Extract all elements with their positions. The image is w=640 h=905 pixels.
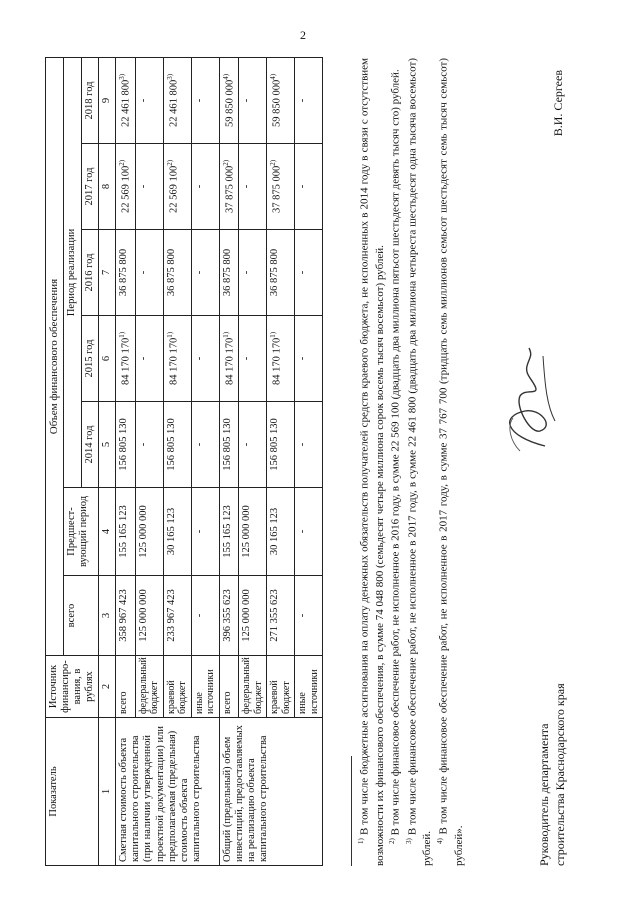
footnote xyxy=(436,58,466,866)
year-2016-cell: - xyxy=(135,230,163,316)
year-2014-cell: 156 805 130 xyxy=(267,402,295,488)
year-2014-cell: - xyxy=(191,402,219,488)
signatory-position: Руководитель департамента строительства Краснодарского края xyxy=(537,683,567,866)
footnote xyxy=(357,58,387,866)
source-cell: федеральный бюджет xyxy=(239,656,267,718)
year-2017-cell: - xyxy=(191,144,219,230)
footnote-mark: 1) xyxy=(357,838,365,844)
period-header: Период реализации xyxy=(63,57,82,487)
total-cell: 125 000 000 xyxy=(135,576,163,656)
footnote-ref: 1) xyxy=(221,331,230,338)
year-2016-cell: 36 875 800 xyxy=(267,230,295,316)
source-cell: краевой бюджет xyxy=(267,656,295,718)
footnote-mark: 2) xyxy=(388,838,397,844)
prior-cell: 125 000 000 xyxy=(239,488,267,576)
footnote xyxy=(388,58,404,866)
footnote-ref: 1) xyxy=(118,331,127,338)
column-number: 3 xyxy=(99,576,116,656)
year-2015-cell: - xyxy=(191,316,219,402)
total-cell: - xyxy=(191,576,219,656)
year-2016-cell: 36 875 800 xyxy=(219,230,239,316)
source-cell: иные источники xyxy=(191,656,219,718)
indicator-cell: Общий (предельный) объем инвестиций, предоставляемых на реализацию объекта капитального строительства xyxy=(219,718,323,866)
source-cell: краевой бюджет xyxy=(163,656,191,718)
year-2018-cell: 59 850 000$^{4)}$ xyxy=(219,57,239,143)
year-2018-cell: - xyxy=(135,57,163,143)
column-number: 4 xyxy=(99,488,116,576)
year-2017-cell: - xyxy=(295,144,323,230)
column-number: 1 xyxy=(99,718,116,866)
column-number: 7 xyxy=(99,230,116,316)
footnote-ref: 1) xyxy=(269,331,278,338)
footnote-text: В том числе финансовое обеспечение работ, не исполненное в 2017 году, в сумме 22 461 800 (двадцать два миллиона четыреста шестьдесят одна тысяча восемьсот) рублей. xyxy=(406,58,434,866)
year-2018-cell: 22 461 800$^{3)}$ xyxy=(163,57,191,143)
prior-cell: 155 165 123 xyxy=(116,488,136,576)
year-2015-cell: 84 170 170$^{1)}$ xyxy=(219,316,239,402)
footnote-divider xyxy=(351,756,352,866)
total-cell: 233 967 423 xyxy=(163,576,191,656)
year-2016-cell: - xyxy=(191,230,219,316)
year-2016-cell: - xyxy=(239,230,267,316)
year-2015-cell: - xyxy=(295,316,323,402)
column-number: 6 xyxy=(99,316,116,402)
year-2017-cell: 37 875 000$^{2)}$ xyxy=(267,144,295,230)
year-2018-cell: - xyxy=(295,57,323,143)
prior-cell: 155 165 123 xyxy=(219,488,239,576)
year-2014-cell: 156 805 130 xyxy=(116,402,136,488)
footnote xyxy=(405,58,435,866)
signature-block xyxy=(515,58,585,866)
signatory-name: В.И. Сергеев xyxy=(551,70,565,137)
source-cell: всего xyxy=(219,656,239,718)
prior-cell: - xyxy=(295,488,323,576)
year-2018-cell: - xyxy=(239,57,267,143)
footnote-ref: 3) xyxy=(118,73,127,80)
year-2018-cell: 59 850 000$^{4)}$ xyxy=(267,57,295,143)
year-2014-cell: - xyxy=(135,402,163,488)
year-2016-cell: 36 875 800 xyxy=(163,230,191,316)
footnote-ref: 2) xyxy=(269,159,278,166)
prior-cell: 30 165 123 xyxy=(163,488,191,576)
year-2014-cell: 156 805 130 xyxy=(163,402,191,488)
year-2018-cell: 22 461 800$^{3)}$ xyxy=(116,57,136,143)
footnotes xyxy=(357,58,468,866)
indicator-header: Показатель xyxy=(46,718,99,866)
source-cell: федеральный бюджет xyxy=(135,656,163,718)
footnote-ref: 4) xyxy=(221,73,230,80)
rotated-page-content xyxy=(35,36,615,876)
year-2014-cell: - xyxy=(295,402,323,488)
page-number: 2 xyxy=(300,28,306,42)
prior-cell: - xyxy=(191,488,219,576)
year-header: 2018 год xyxy=(82,57,99,143)
source-header: Источник финансиро-вания, в рублях xyxy=(46,656,99,718)
footnote-mark: 4) xyxy=(436,838,445,844)
year-2017-cell: 22 569 100$^{2)}$ xyxy=(163,144,191,230)
column-number: 5 xyxy=(99,402,116,488)
total-cell: 358 967 423 xyxy=(116,576,136,656)
indicator-cell: Сметная стоимость объекта капитального строительства (при наличии утвержденной проектной документации) или предполагаемая (предельная) стоимость объекта капитального строительства xyxy=(116,718,220,866)
year-2016-cell: 36 875 800 xyxy=(116,230,136,316)
year-2017-cell: 22 569 100$^{2)}$ xyxy=(116,144,136,230)
footnote-text: В том числе финансовое обеспечение работ, не исполненное в 2016 году, в сумме 22 569 100 (двадцать два миллиона пятьсот шестьдесят девять тысяч сто) рублей. xyxy=(390,69,402,836)
year-2015-cell: 84 170 170$^{1)}$ xyxy=(116,316,136,402)
footnote-ref: 2) xyxy=(118,159,127,166)
footnote-ref: 4) xyxy=(269,73,278,80)
year-2015-cell: - xyxy=(135,316,163,402)
year-header: 2017 год xyxy=(82,144,99,230)
footnote-text: В том числе финансовое обеспечение работ, не исполненное в 2017 году, в сумме 37 767 700 (тридцать семь миллионов семьсот шестьдесят семь тысяч семьсот) рублей». xyxy=(437,58,465,866)
table-row xyxy=(116,57,136,865)
source-cell: всего xyxy=(116,656,136,718)
column-number: 2 xyxy=(99,656,116,718)
year-header: 2016 год xyxy=(82,230,99,316)
table-row xyxy=(219,57,239,865)
prior-cell: 125 000 000 xyxy=(135,488,163,576)
total-cell: - xyxy=(295,576,323,656)
prior-period-header: Предшест-вующий период xyxy=(63,488,99,576)
year-2015-cell: 84 170 170$^{1)}$ xyxy=(267,316,295,402)
prior-cell: 30 165 123 xyxy=(267,488,295,576)
footnote-ref: 2) xyxy=(221,159,230,166)
total-cell: 271 355 623 xyxy=(267,576,295,656)
total-cell: 125 000 000 xyxy=(239,576,267,656)
year-2017-cell: - xyxy=(239,144,267,230)
financing-table xyxy=(45,57,323,866)
year-2017-cell: 37 875 000$^{2)}$ xyxy=(219,144,239,230)
column-number: 9 xyxy=(99,57,116,143)
year-2015-cell: - xyxy=(239,316,267,402)
total-cell: 396 355 623 xyxy=(219,576,239,656)
year-2016-cell: - xyxy=(295,230,323,316)
year-2017-cell: - xyxy=(135,144,163,230)
column-number: 8 xyxy=(99,144,116,230)
footnote-ref: 1) xyxy=(165,331,174,338)
year-header: 2015 год xyxy=(82,316,99,402)
footnote-ref: 3) xyxy=(165,73,174,80)
year-header: 2014 год xyxy=(82,402,99,488)
footnote-mark: 3) xyxy=(404,838,413,844)
handwritten-signature xyxy=(485,336,575,466)
source-cell: иные источники xyxy=(295,656,323,718)
year-2014-cell: - xyxy=(239,402,267,488)
table-caption: Объем финансового обеспечения xyxy=(46,57,64,655)
year-2015-cell: 84 170 170$^{1)}$ xyxy=(163,316,191,402)
footnote-text: В том числе бюджетные ассигнования на оплату денежных обязательств получателей средств краевого бюджета, не исполненных в 2014 году в связи с отсутствием возможности их финансового обеспечения, в сумме 74 048 800 (семьдесят четыре миллиона сорок восемь тысяч восемьсот) рублей. xyxy=(358,57,386,866)
year-2014-cell: 156 805 130 xyxy=(219,402,239,488)
year-2018-cell: - xyxy=(191,57,219,143)
total-header: всего xyxy=(63,576,99,656)
footnote-ref: 2) xyxy=(165,159,174,166)
